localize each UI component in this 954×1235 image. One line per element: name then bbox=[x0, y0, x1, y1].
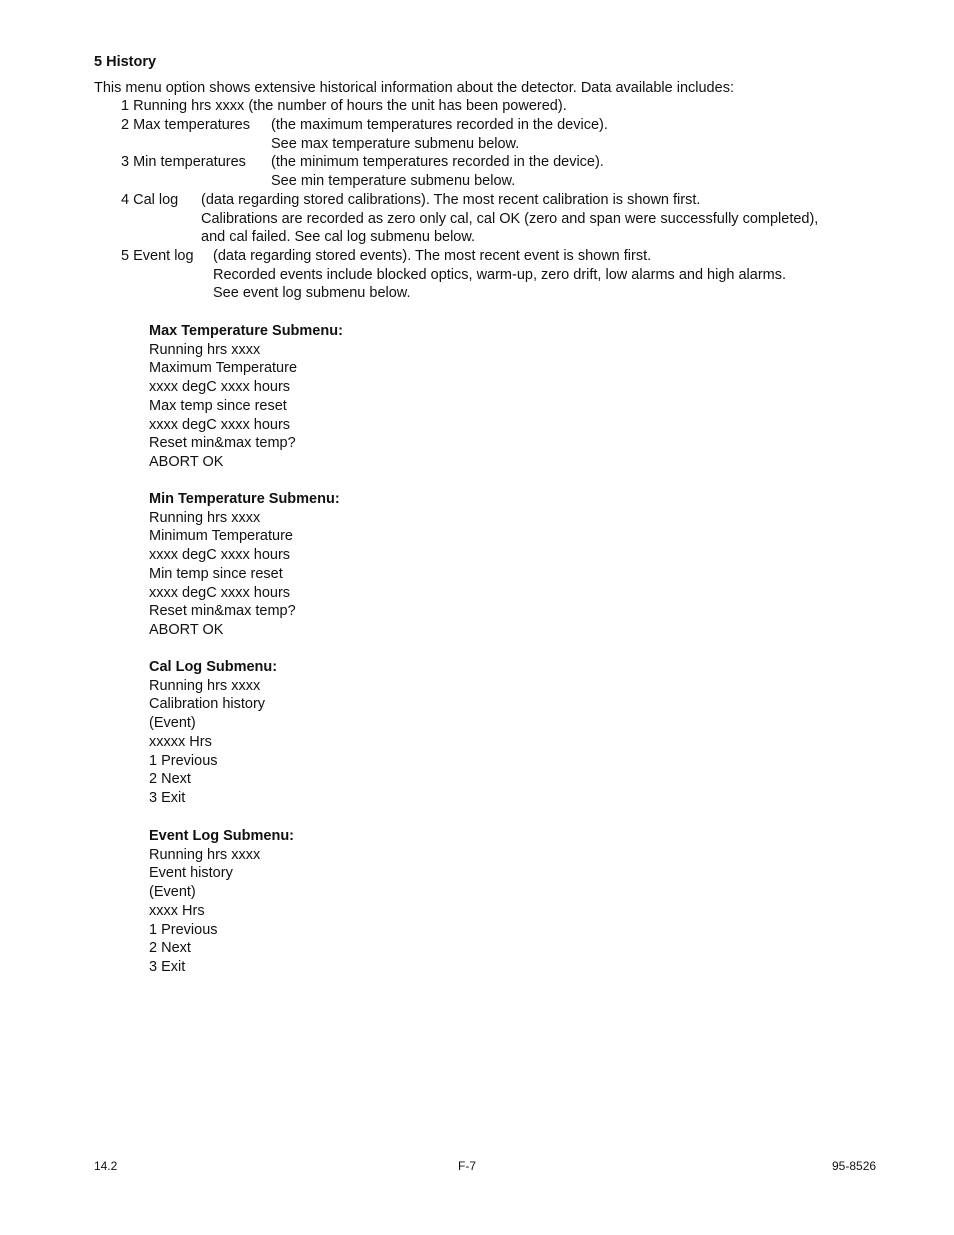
section-title: 5 History bbox=[94, 54, 157, 70]
submenu-title: Event Log Submenu: bbox=[149, 828, 294, 844]
submenu-title: Min Temperature Submenu: bbox=[149, 491, 340, 507]
item-label: 2 Max temperatures bbox=[121, 117, 250, 133]
submenu-line: xxxxx Hrs bbox=[149, 733, 212, 750]
submenu-line: Minimum Temperature bbox=[149, 528, 293, 545]
submenu-line: Maximum Temperature bbox=[149, 360, 298, 377]
submenu-line: xxxx degC xxxx hours bbox=[149, 379, 291, 396]
submenu-line: Running hrs xxxx bbox=[149, 341, 261, 358]
submenu-line: (Event) bbox=[149, 884, 196, 901]
submenu-line: Calibration history bbox=[149, 696, 266, 713]
item-desc-line: Recorded events include blocked optics, warm-up, zero drift, low alarms and high alarms. bbox=[213, 266, 787, 283]
item-label: 3 Min temperatures bbox=[121, 154, 246, 170]
submenu-line: Running hrs xxxx bbox=[149, 846, 261, 863]
submenu-line: Reset min&max temp? bbox=[149, 603, 296, 620]
submenu-line: 3 Exit bbox=[149, 958, 186, 975]
item-description bbox=[271, 153, 604, 190]
submenu-line: 3 Exit bbox=[149, 789, 186, 806]
submenu-line: 1 Previous bbox=[149, 752, 218, 769]
submenu-line: Running hrs xxxx bbox=[149, 677, 261, 694]
submenu-title: Max Temperature Submenu: bbox=[149, 323, 343, 339]
submenu-line: Min temp since reset bbox=[149, 565, 283, 582]
submenu-line: Running hrs xxxx bbox=[149, 509, 261, 526]
item-desc-line: Calibrations are recorded as zero only cal, cal OK (zero and span were successfully completed), bbox=[201, 210, 819, 227]
footer-revision: 14.2 bbox=[94, 1159, 118, 1173]
submenu-line: xxxx degC xxxx hours bbox=[149, 416, 291, 433]
item-desc-line: (data regarding stored events). The most recent event is shown first. bbox=[213, 248, 652, 264]
submenu-line: ABORT OK bbox=[149, 621, 224, 638]
item-description bbox=[271, 116, 608, 153]
submenu-line: xxxx Hrs bbox=[149, 902, 205, 919]
footer-document-number: 95-8526 bbox=[832, 1159, 877, 1173]
event-log-submenu bbox=[149, 827, 294, 977]
submenu-line: xxxx degC xxxx hours bbox=[149, 584, 291, 601]
submenu-line: ABORT OK bbox=[149, 453, 224, 470]
submenu-line: xxxx degC xxxx hours bbox=[149, 547, 291, 564]
submenu-line: 2 Next bbox=[149, 771, 191, 788]
item-desc-line: and cal failed. See cal log submenu below. bbox=[201, 229, 476, 246]
item-label: 5 Event log bbox=[121, 248, 194, 264]
submenu-line: Event history bbox=[149, 865, 233, 882]
item-desc-line: See min temperature submenu below. bbox=[271, 172, 516, 189]
submenu-line: (Event) bbox=[149, 715, 196, 732]
item-label: 1 Running hrs xxxx (the number of hours the unit has been powered). bbox=[121, 98, 567, 114]
item-desc-line: (the minimum temperatures recorded in the device). bbox=[271, 154, 604, 170]
section-intro: This menu option shows extensive historical information about the detector. Data available includes: bbox=[94, 80, 734, 96]
submenu-line: Reset min&max temp? bbox=[149, 435, 296, 452]
submenu-title: Cal Log Submenu: bbox=[149, 659, 278, 675]
max-temperature-submenu bbox=[149, 322, 343, 472]
item-label: 4 Cal log bbox=[121, 192, 179, 208]
item-description bbox=[213, 247, 786, 303]
cal-log-submenu bbox=[149, 658, 277, 808]
item-description bbox=[201, 191, 818, 247]
min-temperature-submenu bbox=[149, 490, 340, 640]
item-desc-line: See event log submenu below. bbox=[213, 285, 411, 302]
submenu-line: 2 Next bbox=[149, 940, 191, 957]
footer-page-number: F-7 bbox=[458, 1159, 476, 1173]
submenu-line: Max temp since reset bbox=[149, 397, 287, 414]
item-desc-line: (data regarding stored calibrations). The most recent calibration is shown first. bbox=[201, 192, 701, 208]
item-desc-line: See max temperature submenu below. bbox=[271, 135, 520, 152]
item-desc-line: (the maximum temperatures recorded in the device). bbox=[271, 117, 608, 133]
submenu-line: 1 Previous bbox=[149, 921, 218, 938]
